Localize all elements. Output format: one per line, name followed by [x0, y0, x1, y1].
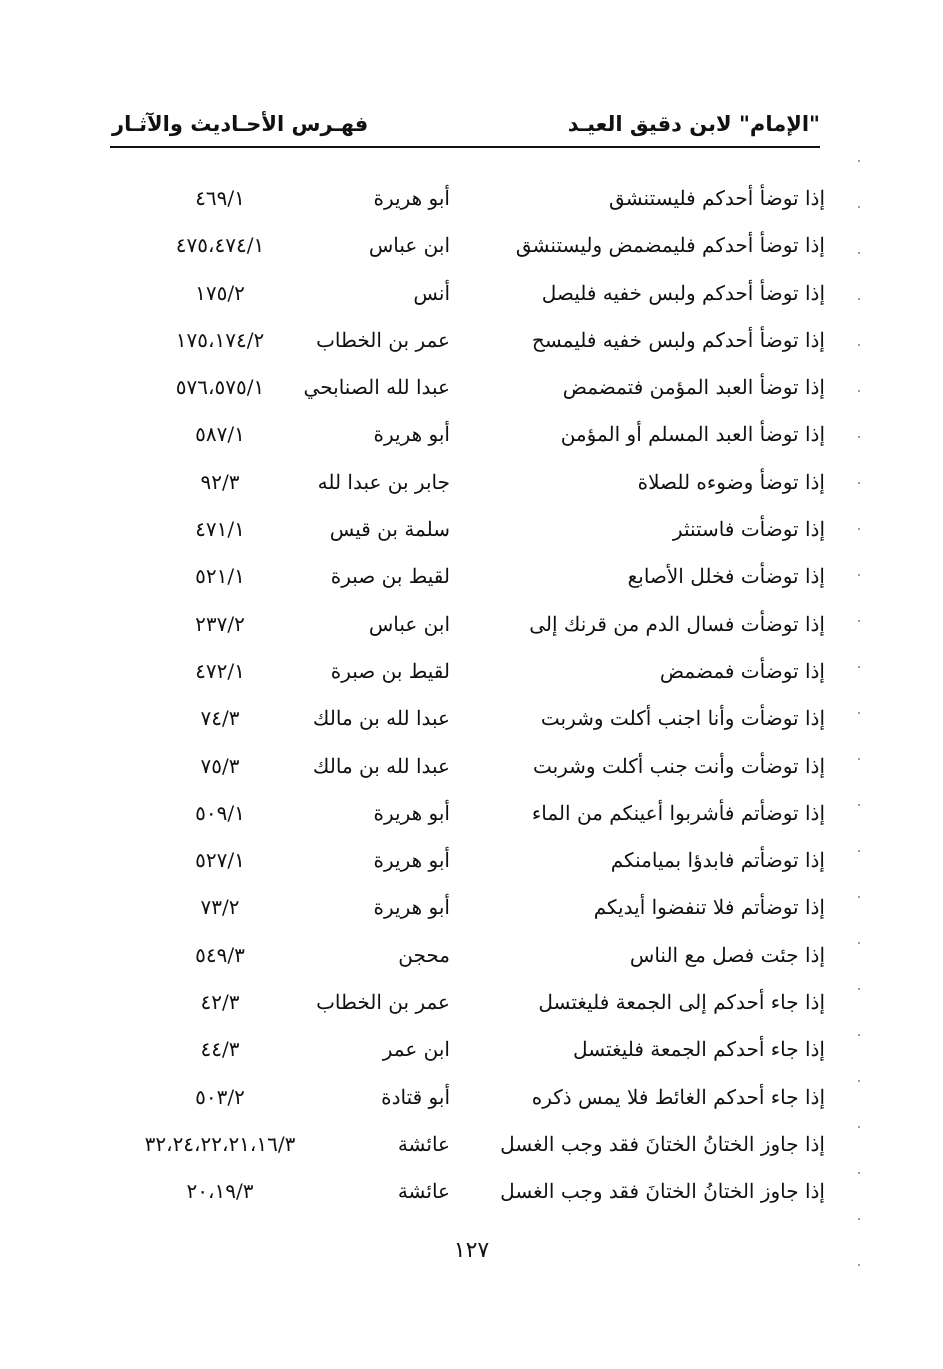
header-rule	[110, 146, 820, 148]
section-title: فهـرس الأحـاديث والآثـار	[112, 112, 369, 136]
hadith-text: إذا توضأت وأنت جنب أكلت وشربت	[532, 753, 825, 778]
volume-page-ref: ٥٧٦،٥٧٥/١	[175, 375, 265, 400]
index-row	[100, 887, 830, 934]
narrator: لقيط بن صبرة	[330, 658, 450, 683]
hadith-text: إذا جاء أحدكم الغائط فلا يمس ذكره	[531, 1084, 825, 1109]
volume-page-ref: ٤٢/٣	[200, 990, 240, 1015]
index-row	[100, 178, 830, 225]
index-row	[100, 793, 830, 840]
hadith-text: إذا توضأ أحدكم فليستنشق	[609, 186, 825, 210]
index-row	[100, 604, 830, 651]
hadith-text: إذا توضأت فمضمض	[659, 658, 825, 683]
index-row	[100, 509, 830, 556]
index-row	[100, 1171, 830, 1218]
volume-page-ref: ٥٤٩/٣	[195, 942, 245, 967]
index-row	[100, 1124, 830, 1171]
volume-page-ref: ٤٤/٣	[200, 1037, 240, 1062]
hadith-text: إذا جاء أحدكم الجمعة فليغتسل	[573, 1037, 825, 1062]
index-row	[100, 273, 830, 320]
hadith-text: إذا توضأتم فأشربوا أعينكم من الماء	[531, 800, 825, 825]
narrator: أبو هريرة	[373, 186, 450, 210]
narrator: جابر بن عبدا لله	[317, 469, 450, 494]
book-title: "الإمام" لابن دقيق العيـد	[567, 112, 820, 136]
narrator: أنس	[413, 280, 450, 305]
narrator: أبو هريرة	[373, 895, 450, 920]
narrator: أبو هريرة	[373, 800, 450, 825]
page-number: ١٢٧	[453, 1238, 490, 1263]
hadith-text: إذا توضأ أحدكم ولبس خفيه فليمسح	[531, 327, 825, 352]
volume-page-ref: ٤٧٢/١	[195, 658, 245, 683]
index-row	[100, 414, 830, 461]
index-row	[100, 698, 830, 745]
index-row	[100, 556, 830, 603]
volume-page-ref: ٤٧١/١	[195, 517, 245, 542]
hadith-text: إذا توضأ أحدكم فليمضمض وليستنشق	[515, 233, 825, 258]
narrator: عبدا لله بن مالك	[312, 706, 450, 731]
narrator: عبدا لله الصنابحي	[303, 375, 450, 400]
index-row	[100, 982, 830, 1029]
index-row	[100, 935, 830, 982]
narrator: محجن	[398, 942, 450, 967]
volume-page-ref: ٥٠٩/١	[195, 800, 245, 825]
hadith-text: إذا توضأ العبد المسلم أو المؤمن	[560, 422, 825, 447]
narrator: عمر بن الخطاب	[316, 990, 450, 1015]
narrator: ابن عمر	[382, 1037, 450, 1062]
hadith-text: إذا جاء أحدكم إلى الجمعة فليغتسل	[538, 990, 825, 1015]
narrator: أبو قتادة	[381, 1084, 450, 1109]
volume-page-ref: ٧٣/٢	[200, 895, 240, 920]
index-row	[100, 651, 830, 698]
running-header	[110, 108, 820, 148]
narrator: عائشة	[397, 1131, 450, 1156]
hadith-text: إذا توضأتم فابدؤا بميامنكم	[610, 848, 825, 873]
volume-page-ref: ٣٢،٢٤،٢٢،٢١،١٦/٣	[144, 1131, 296, 1156]
narrator: عمر بن الخطاب	[316, 327, 450, 352]
hadith-index-table	[100, 178, 830, 1219]
volume-page-ref: ٥٢٧/١	[195, 848, 245, 873]
volume-page-ref: ٧٥/٣	[200, 753, 240, 778]
volume-page-ref: ٥٨٧/١	[195, 422, 245, 447]
index-row	[100, 462, 830, 509]
scan-edge-dots	[858, 160, 860, 1280]
narrator: لقيط بن صبرة	[330, 564, 450, 589]
volume-page-ref: ١٧٥،١٧٤/٢	[175, 327, 265, 352]
volume-page-ref: ٩٢/٣	[200, 469, 240, 494]
volume-page-ref: ٤٦٩/١	[195, 186, 245, 210]
hadith-text: إذا توضأت فاستنثر	[672, 517, 825, 542]
index-row	[100, 746, 830, 793]
index-row	[100, 367, 830, 414]
narrator: سلمة بن قيس	[329, 517, 450, 542]
narrator: عائشة	[397, 1179, 450, 1204]
index-row	[100, 840, 830, 887]
hadith-text: إذا جاوز الختانُ الختانَ فقد وجب الغسل	[500, 1131, 825, 1156]
hadith-text: إذا جئت فصل مع الناس	[629, 942, 825, 967]
narrator: أبو هريرة	[373, 422, 450, 447]
hadith-text: إذا توضأ أحدكم ولبس خفيه فليصل	[541, 280, 825, 305]
index-row	[100, 225, 830, 272]
narrator: أبو هريرة	[373, 848, 450, 873]
narrator: عبدا لله بن مالك	[312, 753, 450, 778]
index-row	[100, 1077, 830, 1124]
volume-page-ref: ٢٣٧/٢	[195, 611, 245, 636]
volume-page-ref: ١٧٥/٢	[195, 280, 245, 305]
narrator: ابن عباس	[368, 233, 450, 258]
index-row	[100, 320, 830, 367]
hadith-text: إذا جاوز الختانُ الختانَ فقد وجب الغسل	[500, 1179, 825, 1204]
hadith-text: إذا توضأتم فلا تنفضوا أيديكم	[593, 895, 825, 920]
hadith-text: إذا توضأت فسال الدم من قرنك إلى	[529, 611, 825, 636]
index-row	[100, 1029, 830, 1076]
hadith-text: إذا توضأ العبد المؤمن فتمضمض	[562, 375, 825, 400]
hadith-text: إذا توضأت فخلل الأصابع	[627, 564, 825, 589]
volume-page-ref: ٥٢١/١	[195, 564, 245, 589]
hadith-text: إذا توضأ وضوءه للصلاة	[637, 469, 825, 494]
volume-page-ref: ٢٠،١٩/٣	[186, 1179, 254, 1204]
volume-page-ref: ٧٤/٣	[200, 706, 240, 731]
volume-page-ref: ٤٧٥،٤٧٤/١	[175, 233, 265, 258]
volume-page-ref: ٥٠٣/٢	[195, 1084, 245, 1109]
hadith-text: إذا توضأت وأنا اجنب أكلت وشربت	[540, 706, 825, 731]
narrator: ابن عباس	[368, 611, 450, 636]
